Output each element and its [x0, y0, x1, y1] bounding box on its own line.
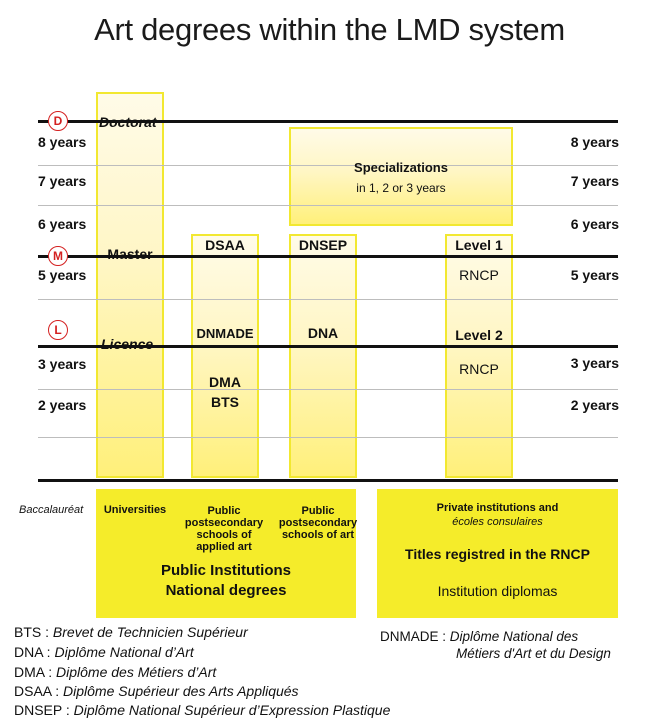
universities-column	[96, 92, 164, 478]
year-right-6: 6 years	[570, 216, 619, 232]
legend-full: Brevet de Technicien Supérieur	[52, 624, 248, 640]
page-title: Art degrees within the LMD system	[94, 12, 565, 47]
ecoles-consulaires-label: écoles consulaires	[452, 516, 543, 528]
year-left-3: 3 years	[38, 356, 87, 372]
national-degrees-label: National degrees	[165, 582, 287, 599]
specializations-subtitle: in 1, 2 or 3 years	[356, 181, 446, 195]
baccalaureat-line	[38, 479, 618, 482]
universities-label: Universities	[103, 504, 167, 516]
public-art-label: Public postsecondary schools of art	[278, 505, 358, 541]
titles-rncp-label: Titles registred in the RNCP	[405, 546, 590, 562]
dnsep-label: DNSEP	[298, 237, 348, 253]
institution-diplomas-label: Institution diplomas	[437, 583, 558, 599]
licence-label: Licence	[101, 336, 154, 352]
legend-full: Diplôme des Métiers d’Art	[56, 664, 217, 680]
master-label: Master	[107, 246, 153, 262]
private-institutions-label: Private institutions and	[436, 502, 559, 514]
master-badge: M	[48, 246, 68, 266]
legend-abbr: BTS	[14, 624, 42, 640]
baccalaureat-label: Baccalauréat	[19, 504, 84, 516]
grid-line-4-years	[38, 299, 618, 300]
specializations-box	[289, 127, 513, 226]
applied-art-column	[191, 234, 259, 478]
year-right-2: 2 years	[570, 397, 619, 413]
legend-dna: DNA : Diplôme National d’Art	[14, 644, 194, 660]
year-left-8: 8 years	[38, 134, 87, 150]
legend-dma: DMA : Diplôme des Métiers d’Art	[14, 664, 217, 680]
year-left-7: 7 years	[38, 173, 87, 189]
public-institutions-label: Public Institutions	[161, 562, 291, 579]
dma-label: DMA	[209, 374, 241, 390]
legend-dsaa: DSAA : Diplôme Supérieur des Arts Appliqués	[14, 683, 299, 699]
rncp-label-1: RNCP	[459, 267, 499, 283]
legend-abbr: DMA	[14, 664, 45, 680]
legend-abbr: DNSEP	[14, 702, 62, 718]
legend-full: Diplôme National des	[449, 629, 579, 644]
public-applied-art-label: Public postsecondary schools of applied art	[184, 505, 264, 553]
legend-dnsep: DNSEP : Diplôme National Supérieur d’Expression Plastique	[14, 702, 391, 718]
year-left-2: 2 years	[38, 397, 87, 413]
legend-bts: BTS : Brevet de Technicien Supérieur	[14, 624, 248, 640]
year-right-8: 8 years	[570, 134, 619, 150]
doctorat-badge: D	[48, 111, 68, 131]
dna-label: DNA	[307, 325, 339, 341]
level1-label: Level 1	[455, 237, 503, 253]
grid-line-1-year	[38, 437, 618, 438]
licence-badge: L	[48, 320, 68, 340]
legend-abbr: DNA	[14, 644, 43, 660]
dnmade-label: DNMADE	[196, 326, 254, 341]
legend-abbr: DNMADE	[380, 629, 439, 644]
year-right-3: 3 years	[570, 355, 619, 371]
legend-full: Diplôme National d’Art	[54, 644, 194, 660]
specializations-title: Specializations	[354, 160, 448, 175]
rncp-label-2: RNCP	[459, 361, 499, 377]
legend-full-cont: Métiers d'Art et du Design	[456, 646, 611, 661]
art-schools-column	[289, 234, 357, 478]
legend-dnmade: DNMADE : Diplôme National des Métiers d'Art et du Design	[380, 629, 611, 661]
year-left-6: 6 years	[38, 216, 87, 232]
grid-line-6-years	[38, 205, 618, 206]
legend-full: Diplôme Supérieur des Arts Appliqués	[63, 683, 299, 699]
doctorat-label: Doctorat	[99, 114, 157, 130]
dsaa-label: DSAA	[205, 237, 245, 253]
legend-abbr: DSAA	[14, 683, 52, 699]
level2-label: Level 2	[455, 327, 503, 343]
grid-line-2-years	[38, 389, 618, 390]
bts-label: BTS	[211, 394, 239, 410]
year-right-5: 5 years	[570, 267, 619, 283]
year-left-5: 5 years	[38, 267, 87, 283]
legend-full: Diplôme National Supérieur d’Expression Plastique	[73, 702, 391, 718]
year-right-7: 7 years	[570, 173, 619, 189]
